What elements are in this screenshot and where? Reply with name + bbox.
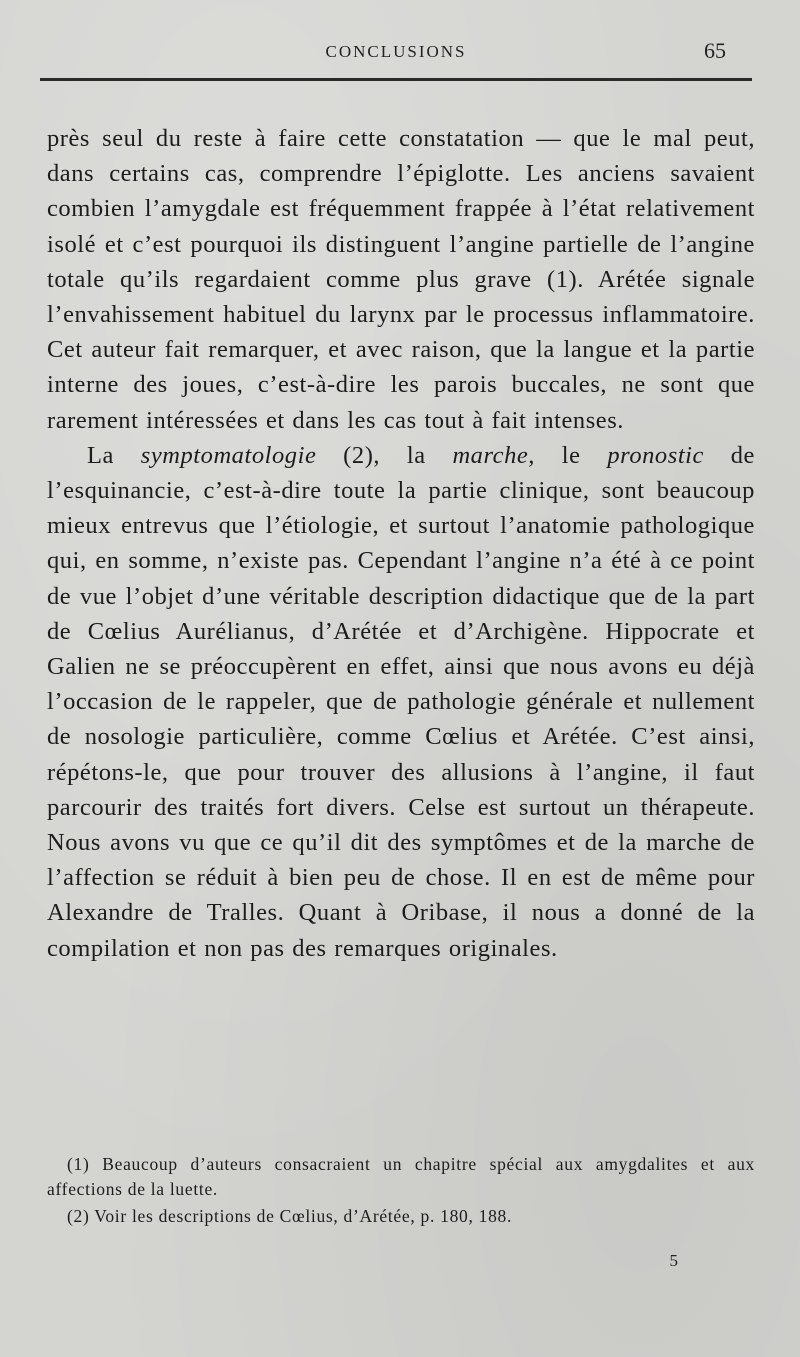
paragraph-2-text-1: La xyxy=(87,441,141,469)
footnote-2: (2) Voir les descriptions de Cœlius, d’Arétée, p. 180, 188. xyxy=(67,1206,513,1226)
paragraph-2-text-4: de l’esquinancie, c’est-à-dire toute la partie clinique, sont beaucoup mieux entrevus que l’étiologie, et surtout l’anatomie pathologique qui, en somme, n’existe pas. Cependant l’angine n’a été à ce point de vue l’objet d’une véritable description didactique que de la part de Cœlius Aurélianus, d’Arétée et d’Archigène. Hippocrate et Galien ne se préoccupèrent en effet, ainsi que nous avons eu déjà l’occasion de le rappeler, que de pathologie générale et nullement de nosologie particulière, comme Cœlius et Arétée. C’est ainsi, répétons-le, que pour trouver des allusions à l’angine, il faut parcourir des traités fort divers. Celse est surtout un thérapeute. Nous avons vu que ce qu’il dit des symptômes et de la marche de l’affection se réduit à bien peu de chose. Il en est de même pour Alexandre de Tralles. Quant à Oribase, il nous a donné de la compilation et non pas des remarques originales. xyxy=(47,441,755,962)
running-title: CONCLUSIONS xyxy=(325,42,467,61)
header-rule xyxy=(40,78,752,81)
signature-mark: 5 xyxy=(669,1251,678,1270)
page-number: 65 xyxy=(704,38,726,63)
paragraph-1 xyxy=(47,121,755,438)
paragraph-2 xyxy=(47,438,755,966)
footnotes xyxy=(47,1152,755,1231)
term-symptomatologie: symptomatologie xyxy=(140,441,317,469)
paragraph-2-text-2: (2), la xyxy=(316,441,453,469)
body-text xyxy=(47,121,755,966)
term-marche: marche, xyxy=(452,441,535,469)
paragraph-1-text: près seul du reste à faire cette constatation — que le mal peut, dans certains cas, comprendre l’épiglotte. Les anciens savaient combien l’amygdale est fréquemment frappée à l’état relativement isolé et c’est pourquoi ils distinguent l’angine partielle de l’angine totale qu’ils regardaient comme plus grave (1). Arétée signale l’envahissement habituel du larynx par le processus inflammatoire. Cet auteur fait remarquer, et avec raison, que la langue et la partie interne des joues, c’est-à-dire les parois buccales, ne sont que rarement intéressées et dans les cas tout à fait intenses. xyxy=(47,125,755,434)
footnote-1: (1) Beaucoup d’auteurs consacraient un chapitre spécial aux amygdalites et aux affections de la luette. xyxy=(47,1154,755,1199)
paragraph-2-text-3: le xyxy=(534,441,608,469)
term-pronostic: pronostic xyxy=(607,441,704,469)
page-header xyxy=(40,36,752,70)
